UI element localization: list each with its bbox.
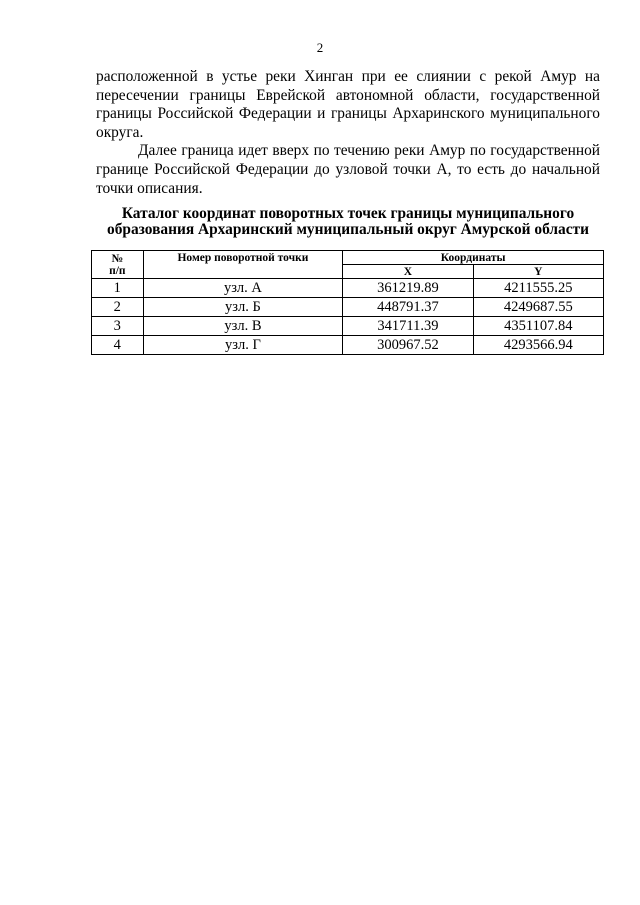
coordinates-table (91, 250, 604, 355)
row-x: 341711.39 (343, 317, 473, 336)
row-y: 4249687.55 (473, 298, 603, 317)
catalog-title (96, 206, 600, 238)
paragraph-continuation: расположенной в устье реки Хинган при ее слиянии с рекой Амур на пересечении границы Еврейской автономной области, государственной границы Российской Федерации и границы Архаринского муниципального округа. (96, 68, 600, 141)
row-point: узл. В (143, 317, 343, 336)
table-row (92, 317, 604, 336)
table-row (92, 336, 604, 355)
header-coordinates: Координаты (343, 251, 604, 265)
row-point: узл. Г (143, 336, 343, 355)
header-x: X (343, 265, 473, 279)
row-number: 3 (92, 317, 144, 336)
paragraph-boundary-description: Далее граница идет вверх по течению реки Амур по государственной границе Российской Федерации до узловой точки А, то есть до начальной точки описания. (96, 142, 600, 197)
page-number: 2 (316, 40, 324, 55)
row-x: 448791.37 (343, 298, 473, 317)
row-number: 4 (92, 336, 144, 355)
catalog-title-line-2: образования Архаринский муниципальный округ Амурской области (107, 221, 589, 238)
header-number-line-1: № (111, 252, 124, 265)
table-row (92, 298, 604, 317)
header-point: Номер поворотной точки (143, 251, 343, 279)
header-y: Y (473, 265, 603, 279)
row-x: 300967.52 (343, 336, 473, 355)
table-row (92, 279, 604, 298)
header-number-line-2: п/п (109, 264, 126, 277)
row-y: 4293566.94 (473, 336, 603, 355)
row-number: 2 (92, 298, 144, 317)
row-point: узл. Б (143, 298, 343, 317)
row-number: 1 (92, 279, 144, 298)
row-y: 4211555.25 (473, 279, 603, 298)
body-text (96, 68, 600, 198)
row-point: узл. А (143, 279, 343, 298)
catalog-title-line-1: Каталог координат поворотных точек границы муниципального (121, 205, 575, 222)
row-y: 4351107.84 (473, 317, 603, 336)
header-number (92, 251, 144, 279)
row-x: 361219.89 (343, 279, 473, 298)
